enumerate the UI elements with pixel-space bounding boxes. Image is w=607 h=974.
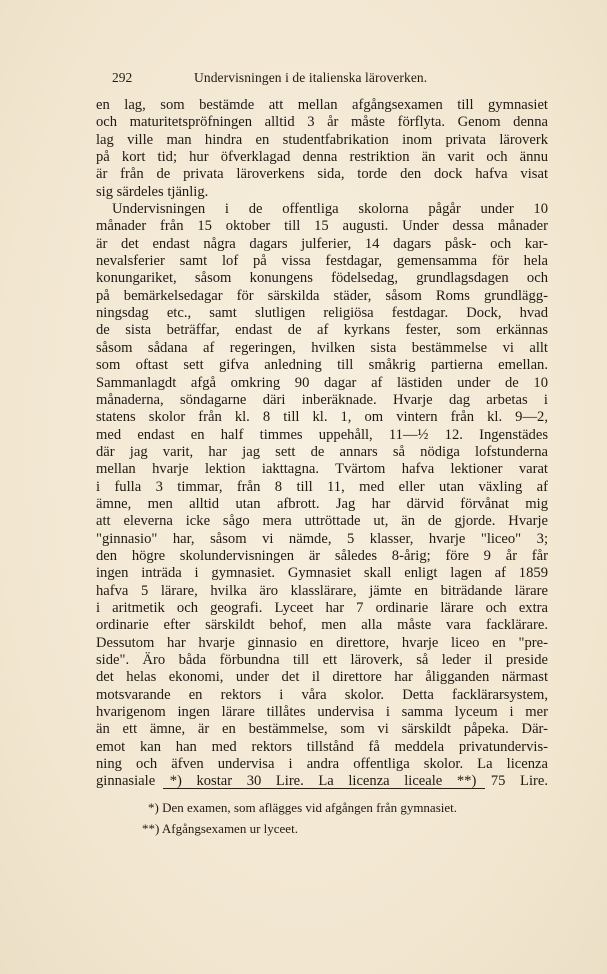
- text-line: de sista beträffar, endast de af kyrkans fester, som erkännas: [96, 322, 548, 339]
- text-line: månaderna, söndagarne däri inberäknade. Hvarje dag arbetas i: [96, 391, 548, 408]
- text-line: det helas ekonomi, under det il direttore har åligganden närmast: [96, 669, 548, 686]
- text-line: med endast en half timmes uppehåll, 11—½ 12. Ingenstädes: [96, 426, 548, 443]
- text-line: såsom sådana af regeringen, hvilken sista bestämmelse vi allt: [96, 339, 548, 356]
- text-line: side". Äro båda förbundna till ett läroverk, så leder il preside: [96, 652, 548, 668]
- text-line: ingen inträda i gymnasiet. Gymnasiet skall enligt lagen af 1859: [96, 565, 548, 582]
- running-title: Undervisningen i de italienska läroverken.: [194, 70, 428, 85]
- text-line: emot kan han med rektors tillstånd få meddela privatundervis-: [96, 738, 548, 755]
- text-line: ämne, men alltid utan afbrott. Jag har därvid förvånat mig: [96, 495, 548, 512]
- footnote: *) Den examen, som aflägges vid afgången från gymnasiet.: [148, 800, 458, 815]
- text-line: ningsdag etc., samt slutligen religiösa festdagar. Dock, hvad: [96, 305, 548, 322]
- text-line: den högre skolundervisningen är således 8-årig; före 9 år får: [96, 547, 548, 564]
- text-line: mellan hvarje lektion iakttagna. Tvärtom hafva lektioner varat: [96, 461, 548, 478]
- footnotes: [96, 797, 548, 839]
- text-line: månader från 15 oktober till 15 augusti. Under dessa månader: [96, 218, 548, 235]
- text-line: ordinarie efter särskildt behof, men alla måste vara facklärare.: [96, 617, 548, 634]
- text-line: på bemärkelsedagar för särskilda städer, såsom Roms grundlägg-: [96, 287, 548, 304]
- text-line: Dessutom har hvarje ginnasio en direttore, hvarje liceo en "pre-: [96, 634, 548, 651]
- text-line: är det endast några dagars julferier, 14 dagars påsk- och kar-: [96, 235, 548, 252]
- text-line: konungariket, såsom konungens födelsedag, grundlagsdagen och: [96, 270, 548, 287]
- text-line: är från de privata läroverkens sida, torde den dock hafva visat: [96, 166, 548, 183]
- running-header: [96, 70, 548, 90]
- text-line: som oftast sett gifva anledning till småkrig partierna emellan.: [96, 357, 548, 374]
- text-line: i aritmetik och geografi. Lyceet har 7 ordinarie lärare och extra: [96, 599, 548, 616]
- text-line: en lag, som bestämde att mellan afgångsexamen till gymnasiet: [96, 97, 548, 113]
- text-line: hafva 5 lärare, hvilka äro klasslärare, jämte en biträdande lärare: [96, 582, 548, 599]
- footnote-divider: [163, 788, 485, 789]
- text-line: nevalsferier samt lof på vissa festdagar, gemensamma för hela: [96, 253, 548, 270]
- text-line: där jag varit, har jag sett de annars så nödiga lofstunderna: [96, 443, 548, 460]
- text-line: än ett ämne, är en bestämmelse, som vi särskildt påpeka. Där-: [96, 721, 548, 738]
- text-line: statens skolor från kl. 8 till kl. 1, om vintern från kl. 9—2,: [96, 409, 548, 426]
- text-line: hvarigenom ingen lärare tillåtes undervisa i samma lyceum i mer: [96, 704, 548, 721]
- text-line: "ginnasio" har, såsom vi nämde, 5 klasser, hvarje "liceo" 3;: [96, 530, 548, 547]
- text-line: att eleverna icke sågo mera uttröttade ut, än de gjorde. Hvarje: [96, 513, 548, 530]
- text-line: Undervisningen i de offentliga skolorna pågår under 10: [112, 201, 548, 218]
- text-line: i fulla 3 timmar, från 8 till 11, med eller utan växling af: [96, 478, 548, 495]
- text-line: ginnasiale *) kostar 30 Lire. La licenza liceale **) 75 Lire.: [96, 773, 548, 790]
- page-number: 292: [112, 70, 133, 85]
- text-line: sig särdeles tjänlig.: [96, 183, 209, 200]
- text-line: och maturitetspröfningen alltid 3 år måste förflyta. Genom denna: [96, 114, 548, 131]
- text-line: ning och äfven undervisa i andra offentliga skolor. La licenza: [96, 756, 548, 773]
- footnote: **) Afgångsexamen ur lyceet.: [142, 821, 298, 836]
- text-line: motsvarande en rektors i våra skolor. Detta facklärarsystem,: [96, 686, 548, 703]
- text-line: lag ville man hindra en studentfabrikation inom privata läroverk: [96, 131, 548, 148]
- body-text: [96, 97, 548, 791]
- text-line: på kort tid; hur öfverklagad denna restriktion än varit och ännu: [96, 149, 548, 166]
- text-line: Sammanlagdt afgå omkring 90 dagar af lästiden under de 10: [96, 374, 548, 391]
